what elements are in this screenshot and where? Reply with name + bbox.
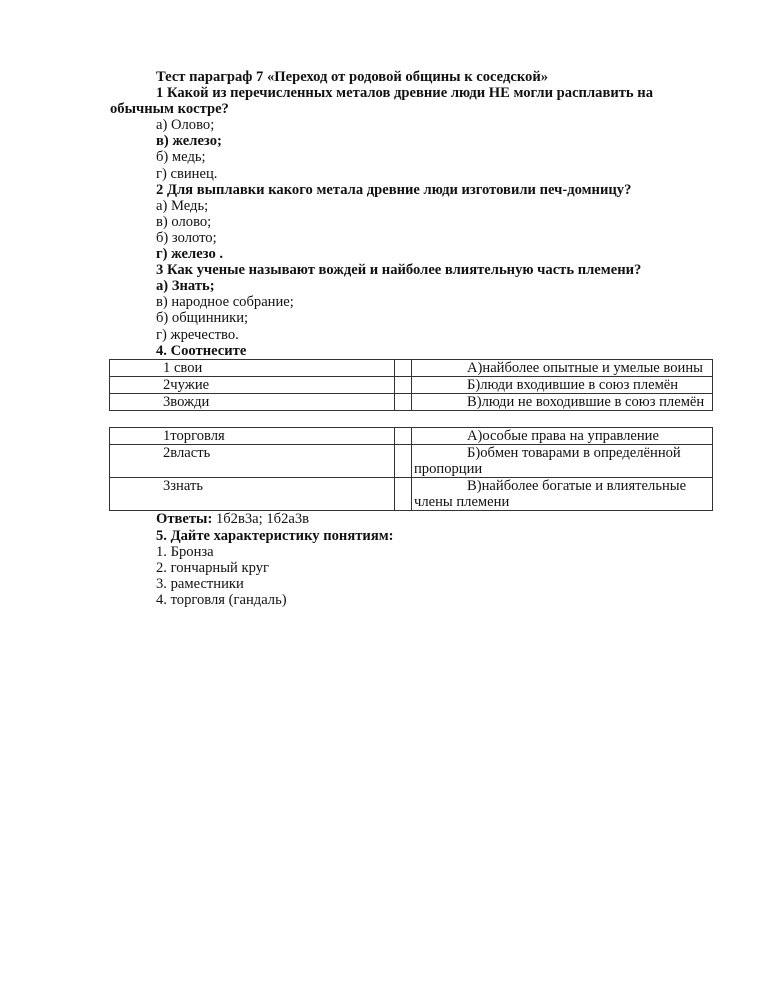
q2-option-a: а) Медь; [156, 197, 209, 214]
table-row [110, 359, 713, 376]
q3-option-g: г) жречество. [156, 326, 239, 343]
question-5-heading: 5. Дайте характеристику понятиям: [156, 527, 394, 544]
table-spacer [0, 411, 768, 427]
table-cell-term: 1 свои [110, 359, 395, 376]
q3-option-a-correct: а) Знать; [156, 278, 215, 295]
table-cell-definition: А)найболее опытные и умелые воины [412, 359, 713, 376]
question-1-text: 1 Какой из перечисленных металов древние люди НЕ могли расплавить на [156, 85, 653, 102]
q5-item-4: 4. торговля (гандаль) [156, 591, 287, 608]
table-cell-definition: В)люди не воходившие в союз племён [412, 393, 713, 410]
table-cell-term: 2власть [110, 445, 395, 478]
q1-option-v-correct: в) железо; [156, 133, 222, 150]
table-cell-blank [395, 376, 412, 393]
q5-item-1: 1. Бронза [156, 543, 214, 560]
table-cell-blank [395, 359, 412, 376]
matching-table-2 [109, 427, 713, 511]
q2-option-v: в) олово; [156, 213, 212, 230]
table-cell-definition: А)особые права на управление [412, 427, 713, 444]
document-body [0, 69, 768, 608]
table-cell-definition: Б)обмен товарами в определённой пропорции [412, 445, 713, 478]
table-cell-definition: В)найболее богатые и влиятельные члены племени [412, 478, 713, 511]
table-row [110, 427, 713, 444]
matching-table-1 [109, 359, 713, 411]
table-cell-definition: Б)люди входившие в союз племён [412, 376, 713, 393]
question-2-text: 2 Для выплавки какого метала древние люди изготовили печ-домницу? [156, 181, 632, 198]
q1-option-b: б) медь; [156, 149, 206, 166]
q3-option-v: в) народное собрание; [156, 294, 294, 311]
question-4-heading: 4. Соотнесите [156, 342, 247, 359]
question-1-text-cont: обычным костре? [110, 101, 229, 118]
table-row [110, 478, 713, 511]
q1-option-a: а) Олово; [156, 117, 215, 134]
q2-option-g-correct: г) железо . [156, 246, 224, 263]
question-3-text: 3 Как ученые называют вождей и найболее влиятельную часть племени? [156, 262, 642, 279]
table-cell-term: 3знать [110, 478, 395, 511]
table-cell-blank [395, 427, 412, 444]
table-cell-term: 3вожди [110, 393, 395, 410]
table-cell-blank [395, 445, 412, 478]
q3-option-b: б) общинники; [156, 310, 249, 327]
q5-item-3: 3. раместники [156, 575, 244, 592]
q2-option-b: б) золото; [156, 229, 217, 246]
table-row [110, 393, 713, 410]
answers-value: 1б2в3а; 1б2а3в [212, 511, 310, 528]
table-cell-term: 1торговля [110, 427, 395, 444]
table-row [110, 376, 713, 393]
table-cell-blank [395, 393, 412, 410]
table-cell-term: 2чужие [110, 376, 395, 393]
q1-option-g: г) свинец. [156, 165, 218, 182]
test-title: Тест параграф 7 «Переход от родовой общины к соседской» [156, 69, 549, 85]
table-cell-blank [395, 478, 412, 511]
table-row [110, 445, 713, 478]
q5-item-2: 2. гончарный круг [156, 559, 269, 576]
answers-label: Ответы: [156, 511, 213, 528]
answers-line [0, 511, 768, 527]
